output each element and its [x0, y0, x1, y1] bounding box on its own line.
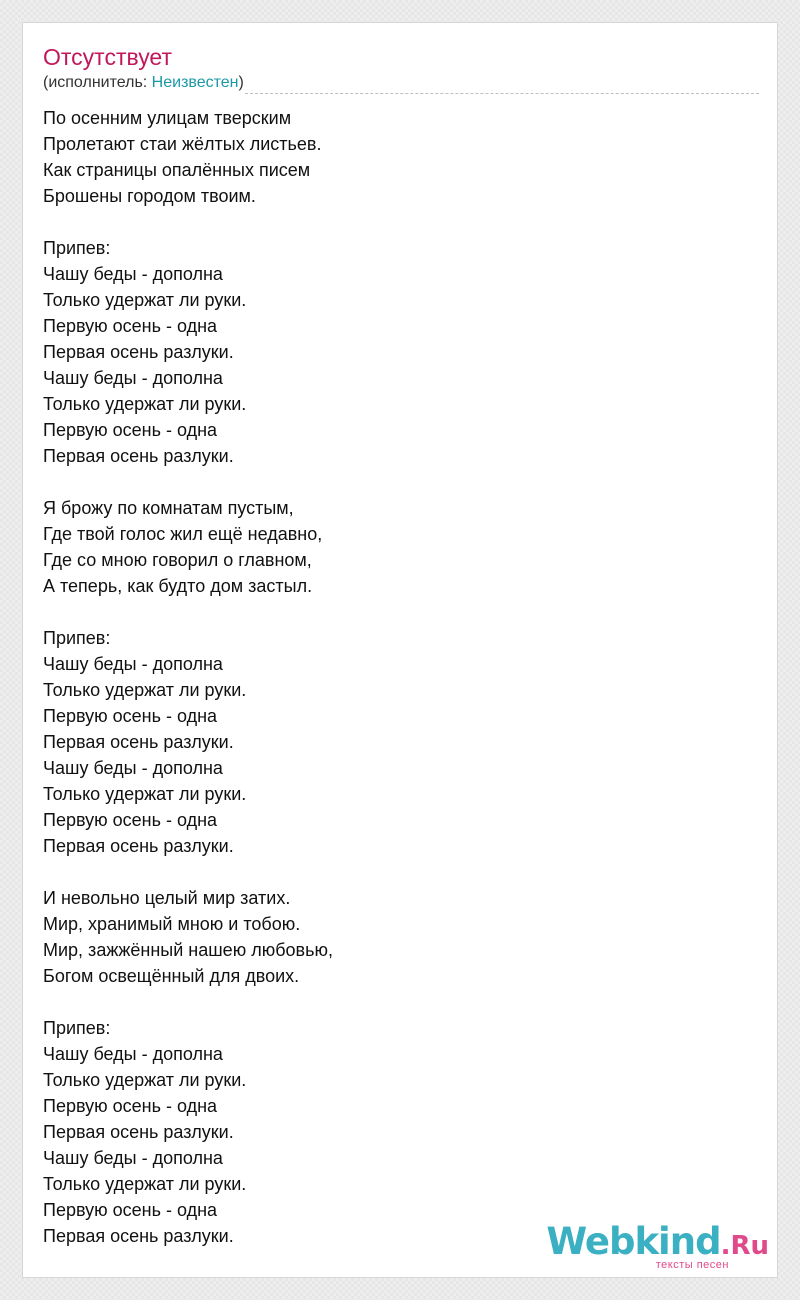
lyric-line: Чашу беды - дополна: [43, 264, 223, 284]
lyric-line: Богом освещённый для двоих.: [43, 966, 300, 986]
lyrics-card: [22, 22, 778, 1278]
lyric-line: [43, 859, 333, 885]
artist-suffix: ): [238, 74, 244, 91]
lyric-line: Первую осень - одна: [43, 316, 218, 336]
lyric-line: Первая осень разлуки.: [43, 446, 234, 466]
lyric-line: [43, 469, 333, 495]
lyrics-text: [43, 105, 333, 1249]
divider: [245, 93, 759, 94]
lyric-line: Первую осень - одна: [43, 1200, 218, 1220]
lyric-line: Мир, хранимый мною и тобою.: [43, 914, 301, 934]
lyric-line: [43, 989, 333, 1015]
lyric-line: Первая осень разлуки.: [43, 342, 234, 362]
lyric-line: Первая осень разлуки.: [43, 1122, 234, 1142]
artist-prefix: (исполнитель:: [43, 74, 152, 91]
lyric-line: [43, 209, 333, 235]
site-logo[interactable]: [546, 1220, 769, 1271]
lyric-line: Только удержат ли руки.: [43, 394, 247, 414]
lyric-line: Брошены городом твоим.: [43, 186, 256, 206]
lyric-line: Первую осень - одна: [43, 810, 218, 830]
lyric-line: Чашу беды - дополна: [43, 654, 223, 674]
lyric-line: А теперь, как будто дом застыл.: [43, 576, 313, 596]
logo-tld-text: .Ru: [720, 1231, 769, 1261]
lyric-line: Только удержат ли руки.: [43, 1070, 247, 1090]
lyric-line: Чашу беды - дополна: [43, 758, 223, 778]
lyric-line: Чашу беды - дополна: [43, 1044, 223, 1064]
artist-line: [43, 73, 244, 93]
lyric-line: Припев:: [43, 628, 111, 648]
lyric-line: Только удержат ли руки.: [43, 1174, 247, 1194]
lyric-line: Только удержат ли руки.: [43, 784, 247, 804]
lyric-line: Я брожу по комнатам пустым,: [43, 498, 294, 518]
lyric-line: Припев:: [43, 1018, 111, 1038]
logo-main-text: Webkind: [546, 1220, 721, 1263]
lyric-line: Чашу беды - дополна: [43, 368, 223, 388]
lyric-line: И невольно целый мир затих.: [43, 888, 291, 908]
artist-link[interactable]: Неизвестен: [151, 74, 239, 91]
lyric-line: Только удержат ли руки.: [43, 290, 247, 310]
lyric-line: Первая осень разлуки.: [43, 836, 234, 856]
lyric-line: Где твой голос жил ещё недавно,: [43, 524, 323, 544]
lyric-line: Первую осень - одна: [43, 1096, 218, 1116]
lyric-line: По осенним улицам тверским: [43, 108, 292, 128]
lyric-line: Мир, зажжённый нашею любовью,: [43, 940, 333, 960]
lyric-line: Только удержат ли руки.: [43, 680, 247, 700]
logo-subtitle: тексты песен: [655, 1259, 729, 1271]
lyric-line: Припев:: [43, 238, 111, 258]
lyric-line: Первую осень - одна: [43, 420, 218, 440]
lyric-line: Первую осень - одна: [43, 706, 218, 726]
lyric-line: Пролетают стаи жёлтых листьев.: [43, 134, 322, 154]
lyric-line: [43, 599, 333, 625]
lyric-line: Первая осень разлуки.: [43, 732, 234, 752]
lyric-line: Где со мною говорил о главном,: [43, 550, 312, 570]
lyric-line: Первая осень разлуки.: [43, 1226, 234, 1246]
song-title: Отсутствует: [43, 44, 172, 70]
lyric-line: Как страницы опалённых писем: [43, 160, 311, 180]
lyric-line: Чашу беды - дополна: [43, 1148, 223, 1168]
